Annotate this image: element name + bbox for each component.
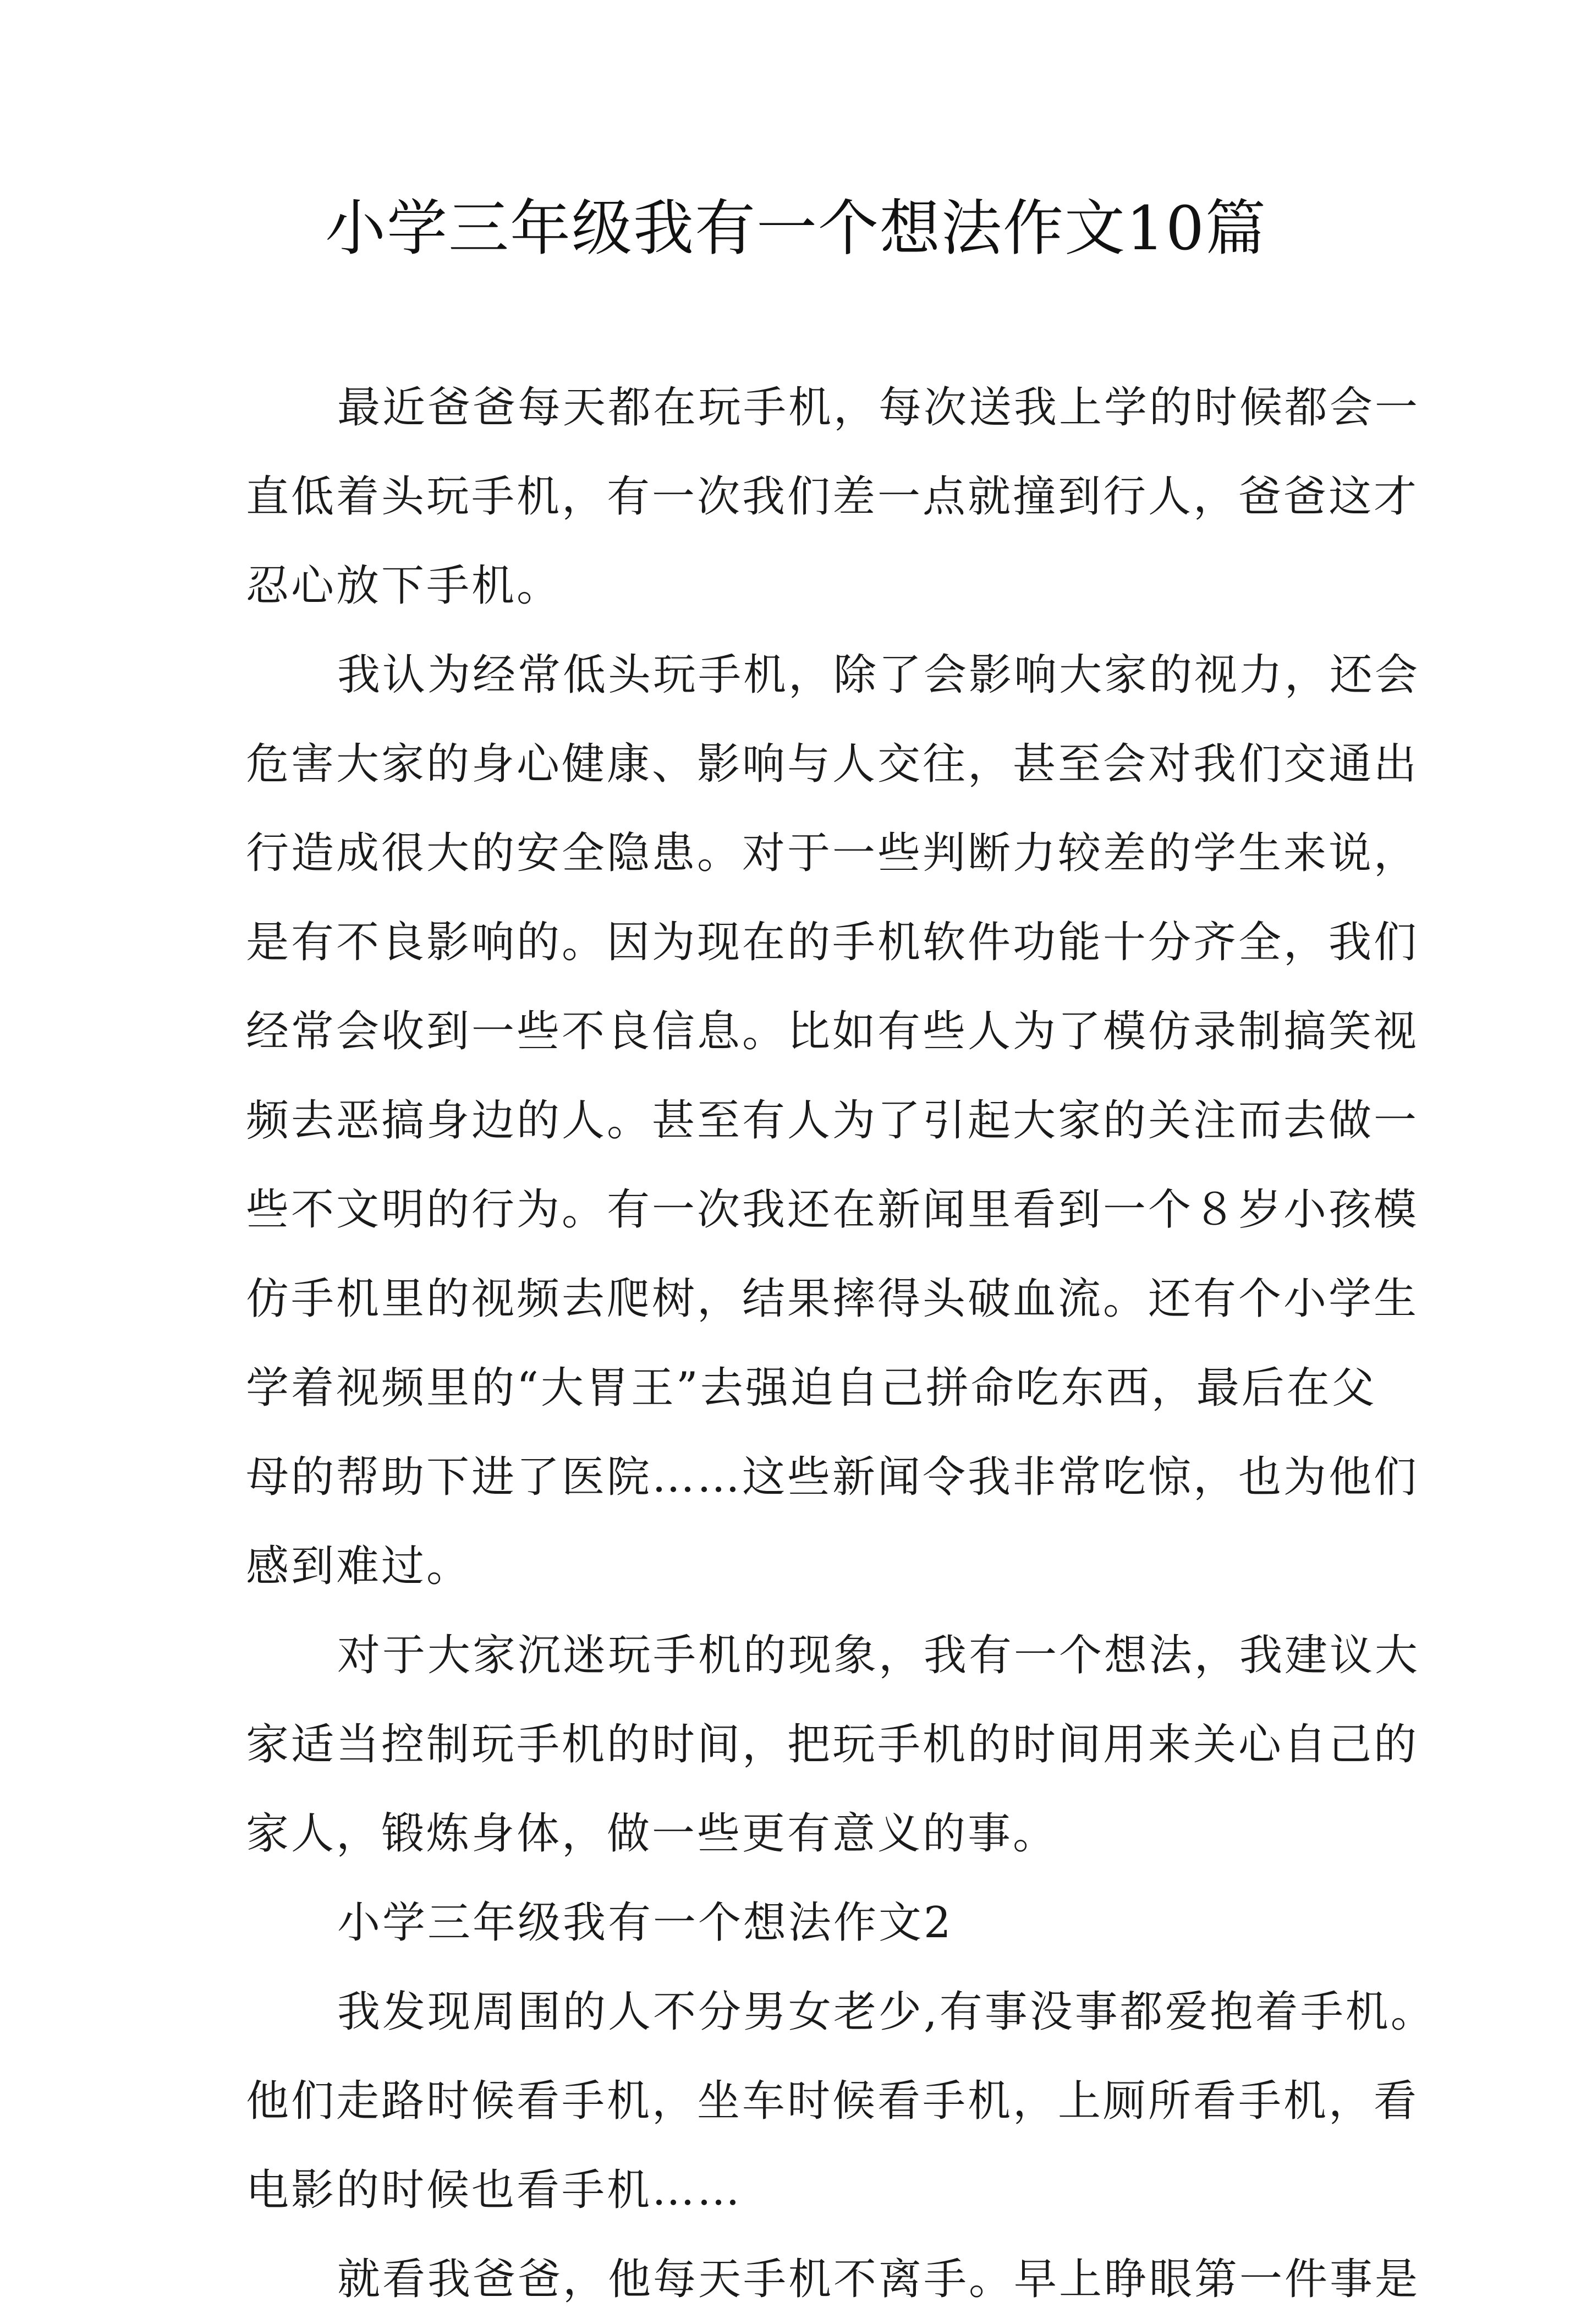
text-line: 他们走路时候看手机，坐车时候看手机，上厕所看手机，看 xyxy=(246,2076,1419,2126)
document-title: 小学三年级我有一个想法作文10篇 xyxy=(325,193,1267,264)
text-line: 经常会收到一些不良信息。比如有些人为了模仿录制搞笑视 xyxy=(246,1007,1419,1056)
text-line: 学着视频里的“大胃王”去强迫自己拼命吃东西，最后在父 xyxy=(246,1363,1377,1413)
paragraph-3 xyxy=(246,1611,1420,1878)
text-line: 直低着头玩手机，有一次我们差一点就撞到行人，爸爸这才 xyxy=(246,472,1419,522)
text-line: 就看我爸爸，他每天手机不离手。早上睁眼第一件事是 xyxy=(337,2255,1420,2304)
text-line: 危害大家的身心健康、影响与人交往，甚至会对我们交通出 xyxy=(246,739,1419,789)
text-line: 电影的时候也看手机…… xyxy=(246,2166,743,2215)
text-line: 对于大家沉迷玩手机的现象，我有一个想法，我建议大 xyxy=(337,1631,1420,1680)
paragraph-1 xyxy=(246,363,1420,631)
text-line: 最近爸爸每天都在玩手机，每次送我上学的时候都会一 xyxy=(337,383,1420,432)
section-heading xyxy=(246,1878,1346,1967)
text-line: 感到难过。 xyxy=(246,1542,472,1591)
text-line: 小学三年级我有一个想法作文2 xyxy=(337,1898,953,1948)
text-line: 行造成很大的安全隐患。对于一些判断力较差的学生来说， xyxy=(246,829,1419,878)
text-line: 些不文明的行为。有一次我还在新闻里看到一个８岁小孩模 xyxy=(246,1185,1419,1235)
text-line: 仿手机里的视频去爬树，结果摔得头破血流。还有个小学生 xyxy=(246,1274,1419,1324)
text-line: 忍心放下手机。 xyxy=(246,561,562,611)
paragraph-6 xyxy=(246,2235,1420,2324)
text-line: 家人，锻炼身体，做一些更有意义的事。 xyxy=(246,1809,1058,1859)
paragraph-5 xyxy=(246,1967,1436,2235)
text-line: 我认为经常低头玩手机，除了会影响大家的视力，还会 xyxy=(337,650,1420,700)
text-line: 是有不良影响的。因为现在的手机软件功能十分齐全，我们 xyxy=(246,918,1419,967)
text-line: 家适当控制玩手机的时间，把玩手机的时间用来关心自己的 xyxy=(246,1720,1419,1769)
paragraph-2 xyxy=(246,631,1420,1611)
text-line: 我发现周围的人不分男女老少,有事没事都爱抱着手机。 xyxy=(337,1987,1436,2037)
document-body xyxy=(246,363,1436,2324)
text-line: 母的帮助下进了医院……这些新闻令我非常吃惊，也为他们 xyxy=(246,1452,1419,1502)
text-line: 频去恶搞身边的人。甚至有人为了引起大家的关注而去做一 xyxy=(246,1096,1419,1145)
